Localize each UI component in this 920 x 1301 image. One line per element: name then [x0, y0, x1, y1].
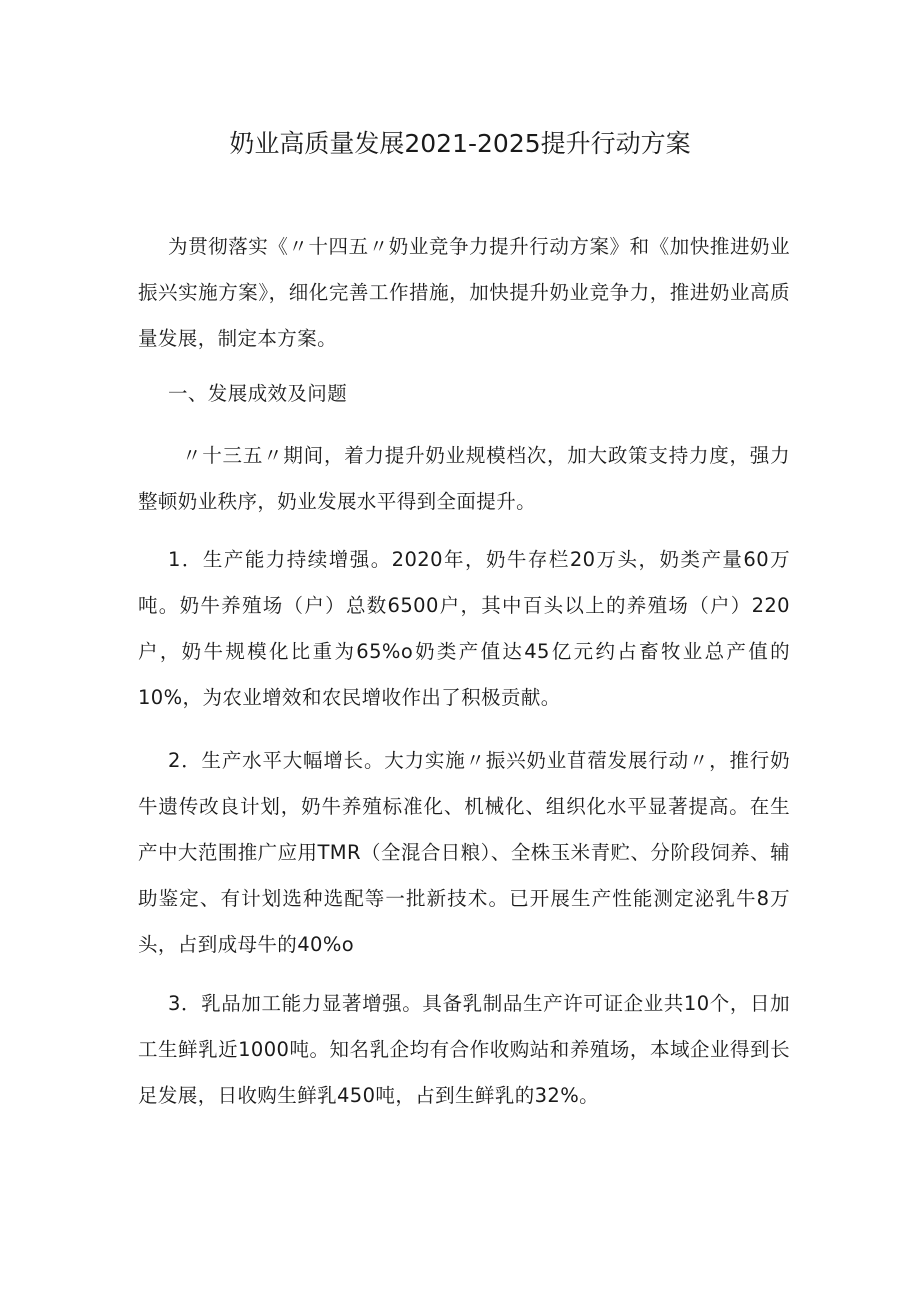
intro-paragraph: 为贯彻落实《〃十四五〃奶业竞争力提升行动方案》和《加快推进奶业振兴实施方案》，细化完善工作措施，加快提升奶业竞争力，推进奶业高质量发展，制定本方案。	[138, 235, 790, 350]
list-item-production-level: 2．生产水平大幅增长。大力实施〃振兴奶业苜蓿发展行动〃，推行奶牛遗传改良计划，奶牛养殖标准化、机械化、组织化水平显著提高。在生产中大范围推广应用TMR（全混合日粮）、全株玉米青贮、分阶段饲养、辅助鉴定、有计划选种选配等一批新技术。已开展生产性能测定泌乳牛8万头，占到成母牛的40%o	[138, 749, 790, 956]
document-title: 奶业高质量发展2021-2025提升行动方案	[229, 129, 691, 158]
list-item-production-capacity: 1．生产能力持续增强。2020年，奶牛存栏20万头，奶类产量60万吨。奶牛养殖场（户）总数6500户，其中百头以上的养殖场（户）220户，奶牛规模化比重为65%o奶类产值达45亿元约占畜牧业总产值的10%，为农业增效和农民增收作出了积极贡献。	[138, 548, 790, 709]
list-item-processing-capacity: 3．乳品加工能力显著增强。具备乳制品生产许可证企业共10个，日加工生鲜乳近1000吨。知名乳企均有合作收购站和养殖场，本域企业得到长足发展，日收购生鲜乳450吨，占到生鲜乳的32%。	[138, 992, 790, 1107]
section-intro-paragraph: 〃十三五〃期间，着力提升奶业规模档次，加大政策支持力度，强力整顿奶业秩序，奶业发展水平得到全面提升。	[138, 444, 790, 513]
section-heading: 一、发展成效及问题	[168, 382, 348, 405]
